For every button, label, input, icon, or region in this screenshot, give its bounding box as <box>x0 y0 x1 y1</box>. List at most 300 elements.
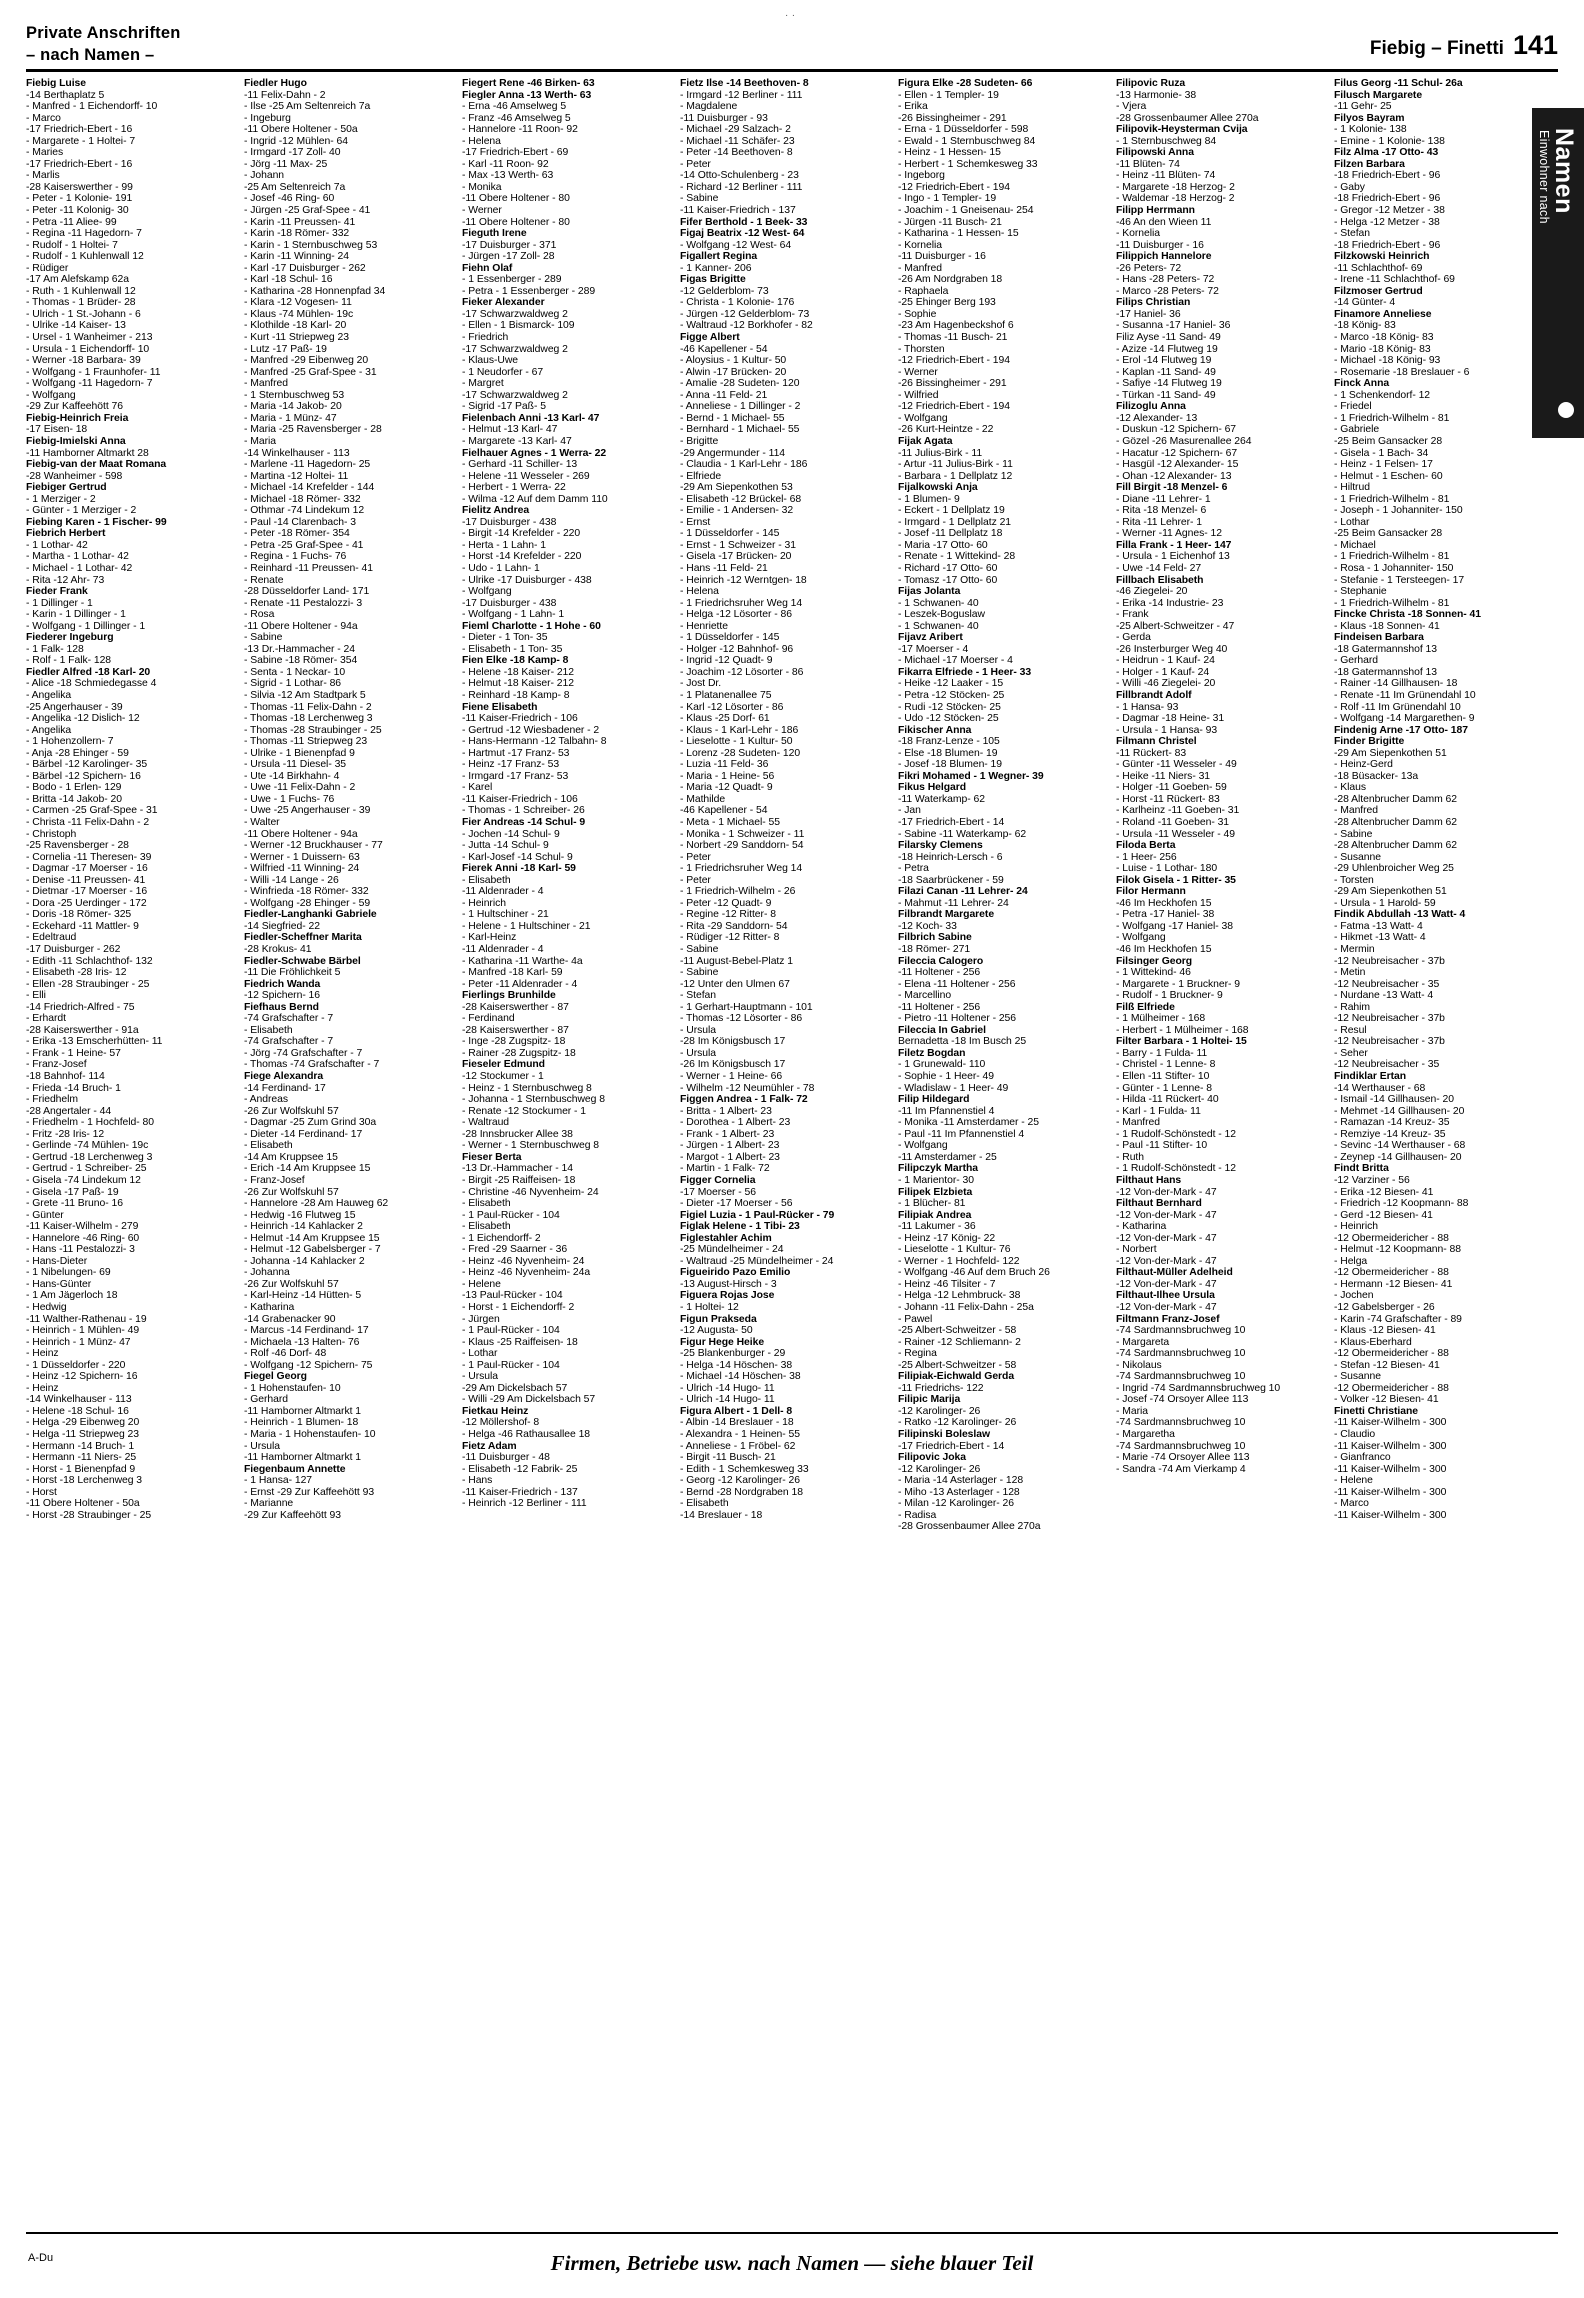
directory-entry-line: - Thomas - 1 Schreiber- 26 <box>462 805 585 817</box>
directory-entry-line: - Ellen -28 Straubinger - 25 <box>26 978 150 990</box>
directory-entry-line: - Hans -28 Peters- 72 <box>1116 274 1215 286</box>
directory-entry-name: Filipowski Anna <box>1116 147 1194 159</box>
directory-entry-line: - Jörg -74 Grafschafter - 7 <box>244 1047 363 1059</box>
directory-entry-line: - 1 Lothar- 42 <box>26 539 88 551</box>
directory-entry-line: - Margarete -13 Karl- 47 <box>462 435 572 447</box>
directory-entry-line: - Jürgen -25 Graf-Spee - 41 <box>244 205 371 217</box>
directory-entry-line: - Peter <box>680 851 711 863</box>
directory-entry-line: - 1 Schwanen- 40 <box>898 620 979 632</box>
directory-entry-line: - Fritz -28 Iris- 12 <box>26 1128 105 1140</box>
directory-entry-line: -46 An den Wieen 11 <box>1116 216 1212 228</box>
directory-entry-name: Figallert Regina <box>680 251 758 263</box>
directory-entry-line: -28 Grossenbaumer Allee 270a <box>1116 112 1259 124</box>
directory-entry-line: - Monika - 1 Schweizer - 11 <box>680 828 805 840</box>
directory-entry-line: - Sigrid - 1 Lothar- 86 <box>244 678 342 690</box>
directory-entry-line: - Herbert - 1 Werra- 22 <box>462 482 566 494</box>
directory-entry-line: - Gianfranco <box>1334 1452 1391 1464</box>
directory-entry-name: Filbrandt Margarete <box>898 909 995 921</box>
directory-entry-line: - Erika <box>898 101 928 113</box>
directory-entry-name: Fillbach Elisabeth <box>1116 574 1204 586</box>
directory-entry-line: - Wolfgang -17 Haniel- 38 <box>1116 920 1233 932</box>
directory-entry-name: Filz Alma -17 Otto- 43 <box>1334 147 1439 159</box>
directory-entry-line: - Wolfgang -28 Ehinger - 59 <box>244 897 371 909</box>
directory-entry-name: Finck Anna <box>1334 378 1390 390</box>
directory-entry-line: - Sabine <box>244 632 283 644</box>
directory-entry-name: Fikischer Anna <box>898 724 972 736</box>
directory-entry-line: - Else -18 Blumen- 19 <box>898 747 998 759</box>
directory-entry-line: - Doris -18 Römer- 325 <box>26 909 132 921</box>
directory-entry-line: - Holger - 1 Kauf- 24 <box>1116 666 1210 678</box>
directory-entry-line: - Rahim <box>1334 1001 1371 1013</box>
directory-entry-line: - Waldemar -18 Herzog- 2 <box>1116 193 1235 205</box>
directory-entry-line: -25 Albert-Schweitzer - 58 <box>898 1325 1017 1337</box>
directory-entry-line: -28 Altenbrucher Damm 62 <box>1334 817 1457 828</box>
directory-entry-name: Fillbrandt Adolf <box>1116 689 1192 701</box>
directory-entry-line: - Stefan -12 Biesen- 41 <box>1334 1359 1440 1371</box>
directory-entry-name: Figaj Beatrix -12 West- 64 <box>680 228 805 240</box>
directory-entry-line: -12 Augusta- 50 <box>680 1325 753 1337</box>
directory-entry-line: - Josef -74 Orsoyer Allee 113 <box>1116 1394 1249 1406</box>
directory-entry-line: - Christine -46 Nyvenheim- 24 <box>462 1186 599 1198</box>
directory-entry-name: Finder Brigitte <box>1334 736 1405 748</box>
directory-entry-line: - Michael - 1 Lothar- 42 <box>26 562 133 574</box>
directory-entry-line: - Maria <box>244 435 276 447</box>
directory-entry-line: - Hiltrud <box>1334 482 1370 494</box>
directory-entry-line: -29 Am Dickelsbach 57 <box>462 1382 568 1394</box>
directory-entry-line: - Irmgard -12 Berliner - 111 <box>680 89 803 101</box>
directory-entry-line: - Hans <box>462 1475 493 1487</box>
directory-entry-line: - Paul -11 Stifter- 10 <box>1116 1140 1208 1152</box>
directory-entry-line: -11 Julius-Birk - 11 <box>898 447 983 459</box>
directory-entry-line: -13 Paul-Rücker - 104 <box>462 1290 563 1302</box>
directory-entry-line: -18 Büsacker- 13a <box>1334 770 1419 782</box>
directory-entry-line: -11 Kaiser-Wilhelm - 300 <box>1334 1509 1447 1521</box>
directory-entry-line: -11 Duisburger - 16 <box>898 251 986 263</box>
directory-entry-line: -17 Schwarzwaldweg 2 <box>462 389 568 401</box>
directory-entry-name: Filipek Elzbieta <box>898 1186 973 1198</box>
directory-entry-line: -11 Obere Holtener - 94a <box>244 828 358 840</box>
directory-entry-line: - Katharina <box>1116 1221 1167 1233</box>
directory-entry-line: - 1 Grunewald- 110 <box>898 1059 986 1071</box>
directory-entry-line: - Torsten <box>1334 874 1374 886</box>
header-name-range: Fiebig – Finetti <box>1369 38 1504 59</box>
directory-entry-line: - Seher <box>1334 1047 1368 1059</box>
directory-entry-line: - Ulrich -14 Hugo- 11 <box>680 1382 775 1394</box>
directory-entry-line: -25 Albert-Schweitzer - 58 <box>898 1359 1017 1371</box>
directory-entry-line: -18 Gatermannshof 13 <box>1334 666 1437 678</box>
directory-entry-line: - Johann -11 Felix-Dahn - 25a <box>898 1301 1034 1313</box>
directory-entry-line: - Ursula -11 Wesseler - 49 <box>1116 828 1235 840</box>
directory-entry-line: -12 Friedrich-Ebert - 194 <box>898 401 1010 413</box>
directory-entry-line: -17 Moerser - 4 <box>898 643 969 655</box>
directory-entry-line: - Othmar -74 Lindekum 12 <box>244 505 365 517</box>
directory-entry-line: -11 Holtener - 256 <box>898 967 981 979</box>
directory-entry-line: - Rudolf - 1 Kuhlenwall 12 <box>26 251 144 263</box>
directory-entry-line: - Werner <box>898 366 938 378</box>
header-range-and-page <box>1370 30 1558 61</box>
directory-entry-name: Fiederer Ingeburg <box>26 632 114 644</box>
directory-entry-line: - Jan <box>898 805 921 817</box>
footer-note: Firmen, Betriebe usw. nach Namen — siehe blauer Teil <box>550 2251 1034 2275</box>
directory-entry-line: -12 Von-der-Mark - 47 <box>1116 1232 1217 1244</box>
directory-entry-line: - Helene -11 Wesseler - 269 <box>462 470 590 482</box>
directory-entry-line: - Karin - 1 Dillinger - 1 <box>26 609 126 621</box>
directory-entry-line: - Marlene -11 Hagedorn- 25 <box>244 459 371 471</box>
directory-entry-line: -14 Winkelhauser - 113 <box>26 1394 132 1406</box>
directory-entry-line: - Helga -12 Lehmbruck- 38 <box>898 1290 1021 1302</box>
directory-entry-name: Filyos Bayram <box>1334 112 1405 124</box>
directory-entry-name: Figura Albert - 1 Dell- 8 <box>680 1405 793 1417</box>
directory-entry-line: - Klaus -25 Dorf- 61 <box>680 713 770 725</box>
directory-entry-name: Filla Frank - 1 Heer- 147 <box>1116 539 1232 551</box>
directory-entry-line: - Lorenz -28 Sudeten- 120 <box>680 747 801 759</box>
directory-entry-line: - Raphaela <box>898 285 949 297</box>
directory-entry-line: -14 Otto-Schulenberg - 23 <box>680 170 799 182</box>
directory-entry-line: - Bernd - 1 Michael- 55 <box>680 412 785 424</box>
directory-entry-line: - Josef -18 Blumen- 19 <box>898 759 1003 771</box>
directory-entry-line: - Erol -14 Flutweg 19 <box>1116 355 1212 367</box>
directory-entry-name: Filoda Berta <box>1116 840 1176 852</box>
directory-entry-line: - Petra -17 Haniel- 38 <box>1116 909 1215 921</box>
directory-entry-line: - Andreas <box>244 1094 289 1106</box>
directory-entry-line: - Roland -11 Goeben- 31 <box>1116 817 1230 828</box>
directory-entry-line: - Regine -12 Ritter- 8 <box>680 909 776 921</box>
directory-entry-line: -11 Kaiser-Friedrich - 137 <box>462 1486 578 1498</box>
directory-entry-line: -25 Ehinger Berg 193 <box>898 297 996 309</box>
directory-entry-line: - Hacatur -12 Spichern- 67 <box>1116 447 1238 459</box>
directory-entry-line: - Werner -11 Agnes- 12 <box>1116 528 1222 540</box>
directory-entry-name: Fiegel Georg <box>244 1371 307 1383</box>
directory-entry-line: - Gerlinde -74 Mühlen- 19c <box>26 1140 149 1152</box>
directory-entry-line: - Elisabeth <box>244 1024 293 1036</box>
directory-entry-line: - Michael -18 Römer- 332 <box>244 493 361 505</box>
directory-entry-line: -12 Friedrich-Ebert - 194 <box>898 181 1010 193</box>
directory-entry-name: Fielhauer Agnes - 1 Werra- 22 <box>462 447 607 459</box>
directory-entry-line: - Jürgen -11 Busch- 21 <box>898 216 1002 228</box>
directory-entry-line: -11 Aldenrader - 4 <box>462 886 544 898</box>
directory-entry-line: - Elisabeth -28 Iris- 12 <box>26 967 127 979</box>
directory-entry-line: - Zeynep -14 Gillhausen- 20 <box>1334 1151 1462 1163</box>
directory-entry-name: Filippich Hannelore <box>1116 251 1212 263</box>
directory-entry-line: - Thomas -12 Lösorter - 86 <box>680 1013 803 1025</box>
directory-entry-line: - Azize -14 Flutweg 19 <box>1116 343 1218 355</box>
directory-entry-line: - 1 Rudolf-Schönstedt - 12 <box>1116 1128 1236 1140</box>
directory-entry-name: Filipp Herrmann <box>1116 205 1195 217</box>
directory-entry-line: -17 Friedrich-Ebert - 14 <box>898 1440 1005 1452</box>
directory-entry-line: -26 Bissingheimer - 291 <box>898 112 1007 124</box>
column-2 <box>244 78 462 2226</box>
directory-entry-line: -11 Friedrichs- 122 <box>898 1382 984 1394</box>
directory-entry-line: - Heinz -11 Blüten- 74 <box>1116 170 1216 182</box>
directory-entry-line: - Gabriele <box>1334 424 1380 436</box>
directory-entry-line: - Gerd -12 Biesen- 41 <box>1334 1209 1433 1221</box>
directory-entry-line: - Heinrich -14 Kahlacker 2 <box>244 1221 363 1233</box>
directory-entry-line: - Klaus - 1 Karl-Lehr - 186 <box>680 724 799 736</box>
directory-entry-line: - Georg -12 Karolinger- 26 <box>680 1475 800 1487</box>
directory-entry-name: Filipiak Andrea <box>898 1209 972 1221</box>
directory-entry-line: - Klara -12 Vogesen- 11 <box>244 297 352 309</box>
tab-sub-label: Einwohner nach <box>1537 130 1551 224</box>
directory-entry-line: - Vjera <box>1116 101 1147 113</box>
directory-entry-name: Filipovic Joka <box>898 1452 967 1464</box>
directory-entry-name: Filipic Marija <box>898 1394 961 1406</box>
directory-entry-line: - Helga -14 Höschen- 38 <box>680 1359 793 1371</box>
directory-entry-line: - Ulrich -14 Hugo- 11 <box>680 1394 775 1406</box>
directory-entry-line: -11 Kaiser-Wilhelm - 300 <box>1334 1486 1447 1498</box>
directory-entry-line: -18 König- 83 <box>1334 320 1396 332</box>
directory-entry-line: - Manfred - 1 Eichendorff- 10 <box>26 101 158 113</box>
directory-entry-line: - Regina - 1 Fuchs- 76 <box>244 551 347 563</box>
directory-entry-line: - Volker -12 Biesen- 41 <box>1334 1394 1439 1406</box>
directory-entry-line: - Maria -12 Quadt- 9 <box>680 782 773 794</box>
directory-entry-line: - Klaus -74 Mühlen- 19c <box>244 308 354 320</box>
directory-entry-line: - Joseph - 1 Johanniter- 150 <box>1334 505 1463 517</box>
directory-entry-line: -26 Im Königsbusch 17 <box>680 1059 786 1071</box>
directory-entry-line: - Peter -12 Quadt- 9 <box>680 897 772 909</box>
directory-entry-line: -25 Albert-Schweitzer - 47 <box>1116 620 1235 632</box>
directory-entry-line: - Thomas -28 Straubinger - 25 <box>244 724 382 736</box>
directory-entry-line: - 1 Hansa- 127 <box>244 1475 313 1487</box>
directory-entry-line: - Petra -12 Stöcken- 25 <box>898 689 1005 701</box>
directory-entry-line: -25 Mündelheimer - 24 <box>680 1244 784 1256</box>
directory-entry-line: - Horst - 1 Eichendorff- 2 <box>462 1301 575 1313</box>
directory-entry-line: - Elisabeth <box>462 1221 511 1233</box>
directory-entry-line: - Peter <box>680 874 711 886</box>
directory-entry-line: - Eckehard -11 Mattler- 9 <box>26 920 139 932</box>
directory-entry-name: Findik Abdullah -13 Watt- 4 <box>1334 909 1466 921</box>
directory-entry-line: - Michael -29 Salzach- 2 <box>680 124 791 136</box>
directory-entry-line: - 1 Hansa- 93 <box>1116 701 1179 713</box>
directory-entry-line: - Uwe -14 Feld- 27 <box>1116 562 1202 574</box>
directory-entry-line: -11 Kaiser-Friedrich - 137 <box>680 205 796 217</box>
directory-entry-line: - Remziye -14 Kreuz- 35 <box>1334 1128 1446 1140</box>
directory-entry-name: Fieser Berta <box>462 1151 522 1163</box>
directory-entry-line: - Ismail -14 Gillhausen- 20 <box>1334 1094 1454 1106</box>
directory-entry-line: - Helga <box>1334 1255 1368 1267</box>
directory-entry-line: - Pawel <box>898 1313 933 1325</box>
directory-entry-line: -28 Im Königsbusch 17 <box>680 1036 786 1048</box>
directory-entry-line: - Gözel -26 Masurenallee 264 <box>1116 435 1252 447</box>
directory-entry-line: - Werner - 1 Duissern- 63 <box>244 851 360 863</box>
directory-entry-line: -26 Zur Wolfskuhl 57 <box>244 1186 339 1198</box>
directory-entry-line: - Sandra -74 Am Vierkamp 4 <box>1116 1463 1246 1475</box>
directory-entry-line: - Werner - 1 Hochfeld- 122 <box>898 1255 1020 1267</box>
directory-entry-line: - Sabine -18 Römer- 354 <box>244 655 358 667</box>
directory-entry-line: -12 Von-der-Mark - 47 <box>1116 1255 1217 1267</box>
directory-entry-name: Fierek Anni -18 Karl- 59 <box>462 863 576 875</box>
directory-entry-line: -29 Zur Kaffeehött 76 <box>26 401 123 413</box>
directory-entry-line: - Klaus -25 Raiffeisen- 18 <box>462 1336 578 1348</box>
directory-entry-line: - Heinz <box>26 1348 59 1360</box>
directory-entry-line: - Maria -14 Jakob- 20 <box>244 401 342 413</box>
directory-entry-name: Figger Cornelia <box>680 1174 756 1186</box>
directory-entry-line: - Senta - 1 Neckar- 10 <box>244 666 346 678</box>
directory-entry-name: Filipiak-Eichwald Gerda <box>898 1371 1015 1383</box>
directory-entry-line: - Bernhard - 1 Michael- 55 <box>680 424 800 436</box>
directory-entry-line: - Herbert - 1 Mülheimer - 168 <box>1116 1024 1249 1036</box>
directory-entry-name: Filtmann Franz-Josef <box>1116 1313 1220 1325</box>
directory-entry-line: - Helmut -14 Am Kruppsee 15 <box>244 1232 380 1244</box>
directory-entry-line: - Günter <box>26 1209 64 1221</box>
directory-entry-line: -11 Amsterdamer - 25 <box>898 1151 997 1163</box>
directory-entry-line: - Wilhelm -12 Neumühler - 78 <box>680 1082 815 1094</box>
directory-entry-line: - Günter - 1 Merziger - 2 <box>26 505 137 517</box>
directory-entry-line: -11 Gehr- 25 <box>1334 101 1392 113</box>
directory-entry-line: - 1 Düsseldorfer - 145 <box>680 528 780 540</box>
directory-entry-line: - Horst <box>26 1486 57 1498</box>
directory-entry-line: -28 Altenbrucher Damm 62 <box>1334 793 1457 805</box>
directory-entry-line: - Monika <box>462 181 502 193</box>
directory-entry-line: - Marlis <box>26 170 60 182</box>
directory-entry-line: - Dorothea - 1 Albert- 23 <box>680 1117 791 1129</box>
directory-entry-line: - Karlheinz -11 Goeben- 31 <box>1116 805 1240 817</box>
directory-entry-line: - Claudia - 1 Karl-Lehr - 186 <box>680 459 808 471</box>
directory-entry-line: -12 Neubreisacher - 35 <box>1334 978 1440 990</box>
directory-entry-line: - 1 Rudolf-Schönstedt - 12 <box>1116 1163 1236 1175</box>
directory-entry-line: - Wolfgang -11 Hagedorn- 7 <box>26 378 153 390</box>
directory-entry-line: - Klaus -12 Biesen- 41 <box>1334 1325 1436 1337</box>
directory-entry-line: - Gertrud -12 Wiesbadener - 2 <box>462 724 600 736</box>
directory-entry-line: - Susanne <box>1334 851 1381 863</box>
directory-entry-line: - 1 Gerhart-Hauptmann - 101 <box>680 1001 813 1013</box>
directory-entry-line: - Karl -12 Lösorter - 86 <box>680 701 784 713</box>
directory-entry-line: - Heinz -12 Spichern- 16 <box>26 1371 138 1383</box>
directory-entry-line: - Monika -11 Amsterdamer - 25 <box>898 1117 1039 1129</box>
directory-entry-line: -13 Harmonie- 38 <box>1116 89 1197 101</box>
tab-main-label: Namen <box>1550 128 1578 214</box>
directory-entry-line: - Safiye -14 Flutweg 19 <box>1116 378 1222 390</box>
directory-entry-line: - Rainer -28 Zugspitz- 18 <box>462 1047 576 1059</box>
directory-entry-line: - Martina -12 Holtei- 11 <box>244 470 349 482</box>
directory-entry-line: - Ursula - 1 Hansa- 93 <box>1116 724 1218 736</box>
directory-entry-line: - Rudolf - 1 Holtei- 7 <box>26 239 118 251</box>
directory-entry-line: - Helmut -13 Karl- 47 <box>462 424 558 436</box>
directory-entry-line: - Barbara - 1 Dellplatz 12 <box>898 470 1013 482</box>
directory-entry-line: - Helene <box>1334 1475 1373 1487</box>
directory-entry-line: -11 Im Pfannenstiel 4 <box>898 1105 995 1117</box>
directory-entry-line: - Friedel <box>1334 401 1372 413</box>
directory-entry-line: - Maria - 1 Münz- 47 <box>244 412 337 424</box>
directory-entry-line: -17 Haniel- 36 <box>1116 308 1181 320</box>
directory-entry-line: - 1 Heer- 256 <box>1116 851 1177 863</box>
directory-entry-line: - Thomas -74 Grafschafter - 7 <box>244 1059 380 1071</box>
directory-entry-line: - Elisabeth -12 Fabrik- 25 <box>462 1463 578 1475</box>
directory-entry-name: Filipczyk Martha <box>898 1163 979 1175</box>
directory-entry-line: - 1 Holtei- 12 <box>680 1301 739 1313</box>
directory-entry-name: Filter Barbara - 1 Holtei- 15 <box>1116 1036 1247 1048</box>
directory-entry-name: Fielitz Andrea <box>462 505 530 517</box>
directory-entry-name: Findeisen Barbara <box>1334 632 1424 644</box>
directory-entry-line: - Stefanie - 1 Tersteegen- 17 <box>1334 574 1465 586</box>
directory-entry-line: - Alexandra - 1 Heinen- 55 <box>680 1428 800 1440</box>
directory-entry-line: - Karl -17 Duisburger - 262 <box>244 262 366 274</box>
directory-entry-line: -14 Am Kruppsee 15 <box>244 1151 338 1163</box>
directory-entry-line: - Helena <box>680 586 719 598</box>
directory-entry-line: - Helga -29 Eibenweg 20 <box>26 1417 140 1429</box>
directory-entry-line: - Manfred -25 Graf-Spee - 31 <box>244 366 377 378</box>
directory-entry-line: -14 Grabenacker 90 <box>244 1313 336 1325</box>
directory-entry-line: - Marco -28 Peters- 72 <box>1116 285 1219 297</box>
directory-entry-line: - Rosa <box>244 609 275 621</box>
directory-entry-line: - Ruth - 1 Kuhlenwall 12 <box>26 285 136 297</box>
directory-entry-line: - Ewald - 1 Sternbuschweg 84 <box>898 135 1036 147</box>
directory-entry-line: - 1 Nibelungen- 69 <box>26 1267 111 1279</box>
directory-entry-line: - Christa - 1 Kolonie- 176 <box>680 297 795 309</box>
directory-entry-line: - Manfred <box>1334 805 1379 817</box>
directory-entry-line: - Edith -11 Schlachthof- 132 <box>26 955 153 967</box>
directory-entry-line: - Margarete - 1 Holtei- 7 <box>26 135 136 147</box>
directory-entry-line: -74 Sardmannsbruchweg 10 <box>1116 1325 1246 1337</box>
directory-entry-line: -17 Friedrich-Ebert - 14 <box>898 817 1005 828</box>
directory-entry-line: -46 Kapellener - 54 <box>680 805 768 817</box>
directory-entry-line: - Bernd -28 Nordgraben 18 <box>680 1486 803 1498</box>
directory-entry-line: - Thomas -11 Felix-Dahn - 2 <box>244 701 372 713</box>
directory-entry-line: - Wolfgang - 1 Fraunhofer- 11 <box>26 366 161 378</box>
directory-entry-line: - Thomas -11 Busch- 21 <box>898 332 1008 344</box>
directory-entry-line: -18 Bahnhof- 114 <box>26 1071 105 1083</box>
directory-entry-line: - Helmut - 1 Eschen- 60 <box>1334 470 1443 482</box>
directory-entry-line: -12 Neubreisacher - 37b <box>1334 1013 1445 1025</box>
directory-entry-line: - Hikmet -13 Watt- 4 <box>1334 932 1426 944</box>
directory-entry-line: - Renate -11 Im Grünendahl 10 <box>1334 689 1476 701</box>
directory-entry-line: - Erna -46 Amselweg 5 <box>462 101 567 113</box>
directory-entry-line: - Karin -74 Grafschafter - 89 <box>1334 1313 1462 1325</box>
directory-entry-line: - Maries <box>26 147 64 159</box>
directory-entry-line: - Ulrike - 1 Bienenpfad 9 <box>244 747 355 759</box>
directory-entry-line: - Horst -14 Krefelder - 220 <box>462 551 582 563</box>
directory-entry-line: - Wolfgang <box>26 389 76 401</box>
directory-entry-line: -14 Breslauer - 18 <box>680 1509 763 1521</box>
directory-entry-line: - 1 Eichendorff- 2 <box>462 1232 541 1244</box>
directory-entry-line: - Ingeburg <box>244 112 291 124</box>
directory-entry-line: -12 Obermeidericher - 88 <box>1334 1232 1449 1244</box>
directory-entry-line: -13 August-Hirsch - 3 <box>680 1278 777 1290</box>
directory-entry-line: - Wolfgang -12 Spichern- 75 <box>244 1359 373 1371</box>
directory-entry-line: - Johann <box>244 170 285 182</box>
directory-entry-line: -11 Schlachthof- 69 <box>1334 262 1423 274</box>
directory-entry-line: - Ingo - 1 Templer- 19 <box>898 193 997 205</box>
directory-entry-line: - Hannelore -11 Roon- 92 <box>462 124 578 136</box>
directory-entry-name: Fiebig Luise <box>26 78 87 89</box>
column-3 <box>462 78 680 2226</box>
directory-entry-line: - Hannelore -46 Ring- 60 <box>26 1232 140 1244</box>
directory-entry-line: - Karl-Heinz <box>462 932 517 944</box>
directory-entry-line: -14 Winkelhauser - 113 <box>244 447 350 459</box>
directory-entry-line: - Karin -11 Preussen- 41 <box>244 216 356 228</box>
directory-entry-line: - Rita -12 Ahr- 73 <box>26 574 105 586</box>
directory-entry-line: - Rolf -11 Im Grünendahl 10 <box>1334 701 1461 713</box>
directory-entry-line: -28 Düsseldorfer Land- 171 <box>244 586 370 598</box>
directory-entry-line: -28 Innsbrucker Allee 38 <box>462 1128 573 1140</box>
directory-entry-line: - Karl-Heinz -14 Hütten- 5 <box>244 1290 362 1302</box>
directory-entry-line: - Ernst <box>680 516 711 528</box>
directory-entry-line: - Ursel - 1 Wanheimer - 213 <box>26 332 153 344</box>
directory-entry-line: - Radisa <box>898 1509 937 1521</box>
directory-entry-line: - Aloysius - 1 Kultur- 50 <box>680 355 787 367</box>
directory-entry-line: - Erna - 1 Düsseldorfer - 598 <box>898 124 1029 136</box>
directory-entry-line: - Anna -11 Feld- 21 <box>680 389 768 401</box>
directory-entry-line: - Marco <box>26 112 61 124</box>
directory-entry-line: - Edeltraud <box>26 932 77 944</box>
directory-entry-line: - Alwin -17 Brücken- 20 <box>680 366 787 378</box>
directory-entry-line: - Peter -14 Beethoven- 8 <box>680 147 793 159</box>
directory-entry-line: - Leszek-Boguslaw <box>898 609 985 621</box>
directory-entry-line: - Christa -11 Felix-Dahn - 2 <box>26 817 150 828</box>
directory-entry-line: -12 Möllershof- 8 <box>462 1417 540 1429</box>
directory-entry-name: Figlestahler Achim <box>680 1232 772 1244</box>
directory-entry-line: - Karl -18 Schul- 16 <box>244 274 333 286</box>
directory-entry-line: - Waltraud -12 Borkhofer - 82 <box>680 320 813 332</box>
